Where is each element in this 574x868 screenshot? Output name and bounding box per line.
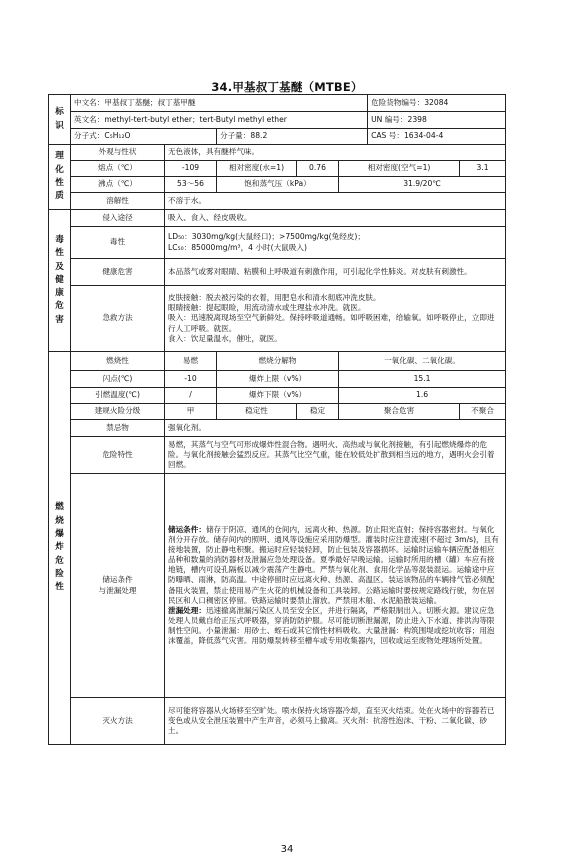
stability-label: 稳定性 (217, 404, 297, 420)
cas-number: CAS 号：1634-04-4 (368, 129, 506, 145)
incompatible-value: 强氧化剂。 (165, 420, 506, 437)
msds-table (48, 94, 506, 745)
upper-limit-label: 爆炸上限（v%） (217, 371, 339, 388)
combustibility-label: 燃烧性 (71, 352, 165, 371)
first-aid-skin: 皮肤接触：脱去被污染的衣着，用肥皂水和清水彻底冲洗皮肤。 (168, 293, 381, 303)
ignition-temp-label: 引燃温度(℃) (71, 388, 165, 404)
first-aid-inhale: 吸入：迅速脱离现场至空气新鲜处。保持呼吸道通畅。如呼吸困难，给输氧。如呼吸停止，立即进行人工呼吸。就医。 (168, 313, 495, 333)
melting-label: 熔点（℃） (71, 161, 165, 177)
route-value: 吸入、食入、经皮吸收。 (165, 210, 506, 227)
incompatible-label: 禁忌物 (71, 420, 165, 437)
density-water-label: 相对密度(水=1) (217, 161, 297, 177)
upper-limit-value: 15.1 (339, 371, 506, 388)
ignition-temp-value: / (165, 388, 217, 404)
density-air-label: 相对密度(空气=1) (339, 161, 460, 177)
vapor-pressure-label: 饱和蒸气压（kPa） (217, 177, 339, 193)
route-label: 侵入途径 (71, 210, 165, 227)
extinguish-label: 灭火方法 (71, 698, 165, 745)
decomposition-label: 燃烧分解物 (217, 352, 339, 371)
un-number: UN 编号：2398 (368, 112, 506, 129)
section-physchem: 理 化 性 质 (49, 145, 71, 210)
molecular-formula: 分子式：C₅H₁₂O (71, 129, 217, 145)
lower-limit-value: 1.6 (339, 388, 506, 404)
storage-paragraph: 储运条件：储存于阴凉、通风的仓间内，远离火种、热源。防止阳光直射；保持容器密封。与氧化剂分开存放。储存间内的照明、通风等设施应采用防爆型。灌装时应注意流速(不超过 3m/s)，且有接地装置，防止静电积聚。搬运时应轻装轻卸，防止包装及容器损坏。运输时运输车辆应配备相应品种和数量的消防器材及泄漏应急处理设备。夏季最好早晚运输。运输时所用的槽（罐）车应有接地链，槽内可设孔隔板以减少震荡产生静电。严禁与氧化剂、食用化学品等混装混运。运输途中应防曝晒、雨淋，防高温。中途停留时应远离火种、热源、高温区。装运该物品的车辆排气管必须配备阻火装置，禁止使用易产生火花的机械设备和工具装卸。公路运输时要按规定路线行驶，勿在居民区和人口稠密区停留。铁路运输时要禁止溜放。严禁用木船、水泥船散装运输。 (168, 525, 499, 605)
page-number: 34 (280, 844, 294, 855)
english-name: 英文名：methyl-tert-butyl ether；tert-Butyl methyl ether (71, 112, 368, 129)
section-identification: 标 识 (49, 95, 71, 145)
first-aid-label: 急救方法 (71, 286, 165, 352)
leak-paragraph: 泄漏处理：迅速撤离泄漏污染区人员至安全区，并进行隔离，严格限制出入。切断火源。建议应急处理人员戴自给正压式呼吸器，穿消防防护服。尽可能切断泄漏源，防止进入下水道、排洪沟等限制性空间。小量泄漏：用砂土、蛭石或其它惰性材料吸收。大量泄漏：构筑围堤或挖坑收容；用泡沫覆盖，降低蒸气灾害。用防爆泵转移至槽车或专用收集器内，回收或运至废物处理场所处置。 (168, 605, 495, 645)
appearance-label: 外观与性状 (71, 145, 165, 161)
melting-value: -109 (165, 161, 217, 177)
flash-point-label: 闪点(℃) (71, 371, 165, 388)
hazard-number: 危险货物编号：32084 (368, 95, 506, 112)
page-title: 34.甲基叔丁基醚（MTBE） (211, 80, 363, 94)
toxicity-value (165, 227, 506, 259)
hazard-value: 易燃，其蒸气与空气可形成爆炸性混合物。遇明火、高热或与氧化剂接触，有引起燃烧爆炸的危险。与氧化剂接触会猛烈反应。其蒸气比空气重，能在较低处扩散到相当远的地方，遇明火会引着回燃。 (165, 437, 506, 474)
first-aid-eye: 眼睛接触：提起眼睑，用流动清水或生理盐水冲洗。就医。 (168, 303, 366, 313)
fire-class-value: 甲 (165, 404, 217, 420)
solubility-label: 溶解性 (71, 193, 165, 210)
solubility-value: 不溶于水。 (165, 193, 506, 210)
flash-point-value: -10 (165, 371, 217, 388)
density-water-value: 0.76 (297, 161, 339, 177)
molecular-weight: 分子量：88.2 (217, 129, 368, 145)
first-aid-value (165, 286, 506, 352)
health-label: 健康危害 (71, 259, 165, 286)
vapor-pressure-value: 31.9/20℃ (339, 177, 506, 193)
section-toxicity: 毒 性 及 健 康 危 害 (49, 210, 71, 352)
polymerization-label: 聚合危害 (339, 404, 460, 420)
chinese-name: 中文名：甲基叔丁基醚；叔丁基甲醚 (71, 95, 368, 112)
extinguish-value: 尽可能将容器从火场移至空旷处。喷水保持火场容器冷却，直至灭火结束。处在火场中的容器若已变色或从安全泄压装置中产生声音，必须马上撤离。灭火剂：抗溶性泡沫、干粉、二氧化碳、砂土。 (165, 698, 506, 745)
fire-class-label: 建规火险分级 (71, 404, 165, 420)
storage-leak-value (165, 474, 506, 698)
boiling-label: 沸点（℃） (71, 177, 165, 193)
polymerization-value: 不聚合 (460, 404, 506, 420)
first-aid-ingest: 食入：饮足量温水，催吐，就医。 (168, 333, 282, 343)
stability-value: 稳定 (297, 404, 339, 420)
toxicity-label: 毒性 (71, 227, 165, 259)
health-value: 本品蒸气或雾对眼睛、粘膜和上呼吸道有刺激作用，可引起化学性肺炎。对皮肤有刺激性。 (165, 259, 506, 286)
boiling-value: 53～56 (165, 177, 217, 193)
decomposition-value: 一氧化碳、二氧化碳。 (339, 352, 506, 371)
section-fire: 燃 烧 爆 炸 危 险 性 (49, 352, 71, 745)
hazard-label: 危险特性 (71, 437, 165, 474)
ld50-text: LD₅₀：3030mg/kg(大鼠经口)；>7500mg/kg(兔经皮)； (168, 232, 365, 242)
lower-limit-label: 爆炸下限（v%） (217, 388, 339, 404)
lc50-text: LC₅₀：85000mg/m³，4 小时(大鼠吸入) (168, 242, 307, 252)
appearance-value: 无色液体，具有醚样气味。 (165, 145, 506, 161)
density-air-value: 3.1 (460, 161, 506, 177)
combustibility-value: 易燃 (165, 352, 217, 371)
storage-leak-label: 储运条件 与泄漏处理 (71, 474, 165, 698)
